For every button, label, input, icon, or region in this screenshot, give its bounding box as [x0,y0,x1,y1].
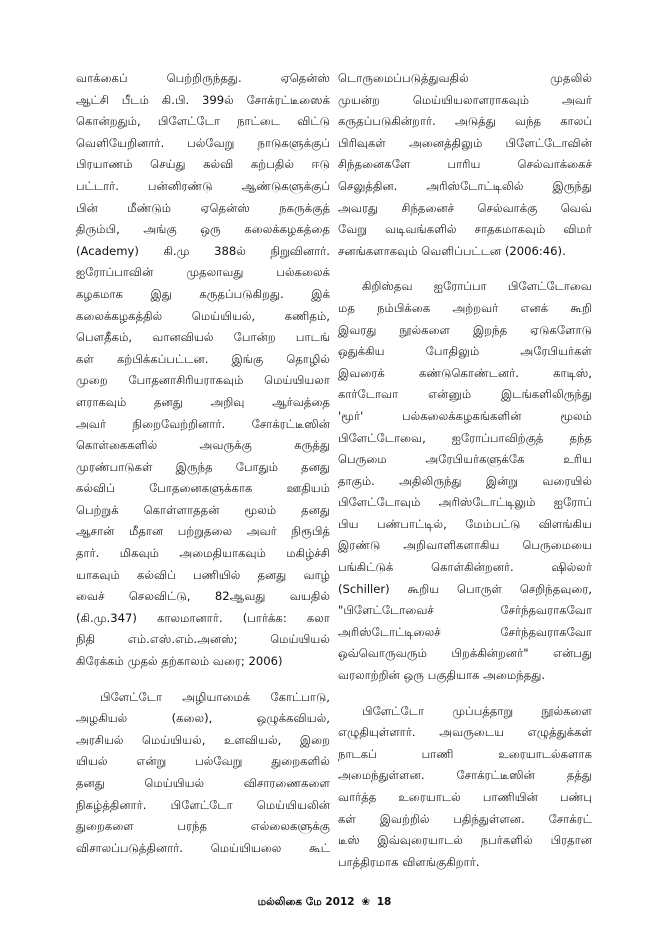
text-line: நிகழ்த்தினார். பிளேட்டோ மெய்யியலின் [76,797,330,812]
text-line: கார்டோவா என்னும் இடங்களிலிருந்து [338,387,592,402]
text-line: கருதப்படுகின்றார். அடுத்து வந்த காலப் [338,114,592,129]
text-line: இரண்டு அறிவாளிகளாகிய பெருமையை [338,538,592,553]
text-line: கிரேக்கம் முதல் தற்காலம் வரை; 2006) [76,654,283,669]
text-line: பெருமை அரேபியர்களுக்கே உரிய [338,452,592,467]
text-line: அமைந்துள்ளன. சோக்ரட்டீஸின் தத்து [338,768,592,783]
text-line: (கி.மு.347) காலமானார். (பார்க்க: கலா [76,610,330,625]
text-line: துறைகளை பரந்த எல்லைகளுக்கு [76,819,330,834]
text-line: யியல் என்று பல்வேறு துறைகளில் [76,754,330,769]
text-line: வரலாற்றின் ஒரு பகுதியாக அமைந்தது. [338,668,546,683]
text-line: தார். மிகவும் அமைதியாகவும் மகிழ்ச்சி [76,546,330,561]
text-line: ஐரோப்பாவின் முதலாவது பல்கலைக் [76,265,330,280]
text-line: தாகும். அதிலிருந்து இன்று வரையில் [338,473,592,488]
text-line: (Academy) கி.மு 388ல் நிறுவினார். [76,243,330,258]
text-line: கலைக்கழகத்தில் மெய்யியல், கணிதம், [76,308,330,323]
footer-flower-icon: ❀ [361,896,371,908]
page-footer [0,896,649,909]
text-line: அழகியல் (கலை), ஒழுக்கவியல், [76,711,330,726]
text-line: திரும்பி, அங்கு ஒரு கலைக்கழகத்தை [76,222,330,237]
text-line: டொருமைப்படுத்துவதில் முதலில் [338,71,592,85]
text-line: அவரது சிந்தனைச் செல்வாக்கு வெவ் [338,200,592,215]
text-line: இவரைக் கண்டுகொண்டனர். காடிஸ், [338,365,592,380]
text-line: பிளேட்டோவும் அரிஸ்டோட்டிலும் ஐரோப் [338,495,592,510]
paragraph [76,687,330,860]
text-line: அவர் நிறைவேற்றினார். சோக்ரட்டீஸின் [76,416,330,431]
text-line: கொன்றதும், பிளேட்டோ நாட்டை விட்டு [76,114,330,129]
text-line: பௌதீகம், வானவியல் போன்ற பாடங் [76,330,330,345]
text-line: செலுத்தின. அரிஸ்டோட்டிலில் இருந்து [338,178,592,193]
text-line: பின் மீண்டும் ஏதென்ஸ் நகருக்குத் [76,200,330,215]
text-line: நிதி எம்.எஸ்.எம்.அனஸ்; மெய்யியல் [76,632,330,647]
footer-page-number: 18 [376,896,392,908]
text-line: யாகவும் கல்விப் பணியில் தனது வாழ் [76,567,330,582]
text-line: வெளியேறினார். பல்வேறு நாடுகளுக்குப் [76,135,330,150]
text-line: கழகமாக இது கருதப்படுகிறது. இக் [76,286,330,301]
text-line: பிளேட்டோவை, ஐரோப்பாவிற்குத் தந்த [338,430,592,445]
paragraph [76,68,330,673]
text-line: சிந்தனைகளே பாரிய செல்வாக்கைச் [338,157,592,172]
text-line: சனங்களாகவும் வெளிப்பட்டன (2006:46). [338,243,566,258]
paragraph [338,68,592,262]
text-line: பிய பண்பாட்டில், மேம்பட்டு விளங்கிய [338,516,592,531]
text-line: ஒதுக்கிய போதிலும் அரேபியர்கள் [338,344,592,359]
text-line: பாத்திரமாக விளங்குகிறார். [338,854,480,869]
text-line: ஆசான் மீதான பற்றுதலை அவர் நிரூபித் [76,524,330,539]
paragraph [338,701,592,874]
text-line: கிறிஸ்தவ ஐரோப்பா பிளேட்டோவை [362,279,592,294]
text-line: அரிஸ்டோட்டிலைச் சேர்ந்தவராகவோ [338,624,592,639]
text-line: முரண்பாடுகள் இருந்த போதும் தனது [76,459,330,474]
right-column [338,68,592,887]
text-line: முறை போதனாசிரியராகவும் மெய்யியலா [76,373,330,388]
text-line: வேறு வடிவங்களில் சாதகமாகவும் விமர் [338,222,592,237]
text-line: தனது மெய்யியல் விசாரணைகளை [76,776,330,790]
text-line: பங்கிட்டுக் கொள்கின்றனர். ஷில்லர் [338,560,592,575]
text-line: பெற்றுக் கொள்ளாததன் மூலம் தனது [76,502,330,517]
text-line: "பிளேட்டோவைச் சேர்ந்தவராகவோ [338,603,592,618]
left-column [76,68,330,873]
text-line: டீஸ் இவ்வுரையாடல் நபர்களில் பிரதான [338,833,592,848]
text-line: பட்டார். பன்னிரண்டு ஆண்டுகளுக்குப் [76,178,330,193]
text-line: பிளேட்டோ முப்பத்தாறு நூல்களை [362,703,592,718]
text-line: ஒவ்வொருவரும் பிறக்கின்றனர்" என்பது [338,646,592,661]
text-line: விசாலப்படுத்தினார். மெய்யியலை கூட் [76,840,330,855]
text-line: வார்த்த உரையாடல் பாணியின் பண்பு [338,790,592,804]
text-line: அரசியல் மெய்யியல், உளவியல், இறை [76,732,330,747]
text-line: மத நம்பிக்கை அற்றவர் எனக் கூறி [338,300,592,315]
footer-magazine-issue: மல்லிகை மே 2012 [257,896,355,908]
text-line: வாக்கைப் பெற்றிருந்தது. ஏதென்ஸ் [76,71,330,85]
text-line: பிரிவுகள் அனைத்திலும் பிளேட்டோவின் [338,135,592,150]
text-line: பிரயாணம் செய்து கல்வி கற்பதில் ஈடு [76,157,330,172]
text-line: கொள்கைகளில் அவருக்கு கருத்து [76,438,330,453]
text-line: முயன்ற மெய்யியலாளராகவும் அவர் [338,92,592,107]
text-line: 'மூர்' பல்கலைக்கழகங்களின் மூலம் [338,408,592,423]
text-line: எழுதியுள்ளார். அவருடைய எழுத்துக்கள் [338,725,592,740]
text-line: (Schiller) கூறிய பொருள் செறிந்தவுரை, [338,581,592,596]
text-line: பிளேட்டோ அழியாமைக் கோட்பாடு, [100,689,330,704]
text-line: கள் இவற்றில் பதிந்துள்ளன. சோக்ரட் [338,811,592,826]
text-line: ஆட்சி பீடம் கி.பி. 399ல் சோக்ரட்டீஸைக் [76,92,330,107]
text-line: வைச் செலவிட்டு, 82ஆவது வயதில் [76,589,330,604]
text-line: இவரது நூல்களை இறந்த ஏடுகளோடு [338,322,592,337]
text-line: கல்விப் போதனைகளுக்காக ஊதியம் [76,481,330,496]
text-line: நாடகப் பாணி உரையாடல்களாக [338,746,592,761]
paragraph [338,276,592,686]
text-line: கள் கற்பிக்கப்பட்டன. இங்கு தொழில் [76,351,330,366]
text-line: ளராகவும் தனது அறிவு ஆர்வத்தை [76,394,330,409]
